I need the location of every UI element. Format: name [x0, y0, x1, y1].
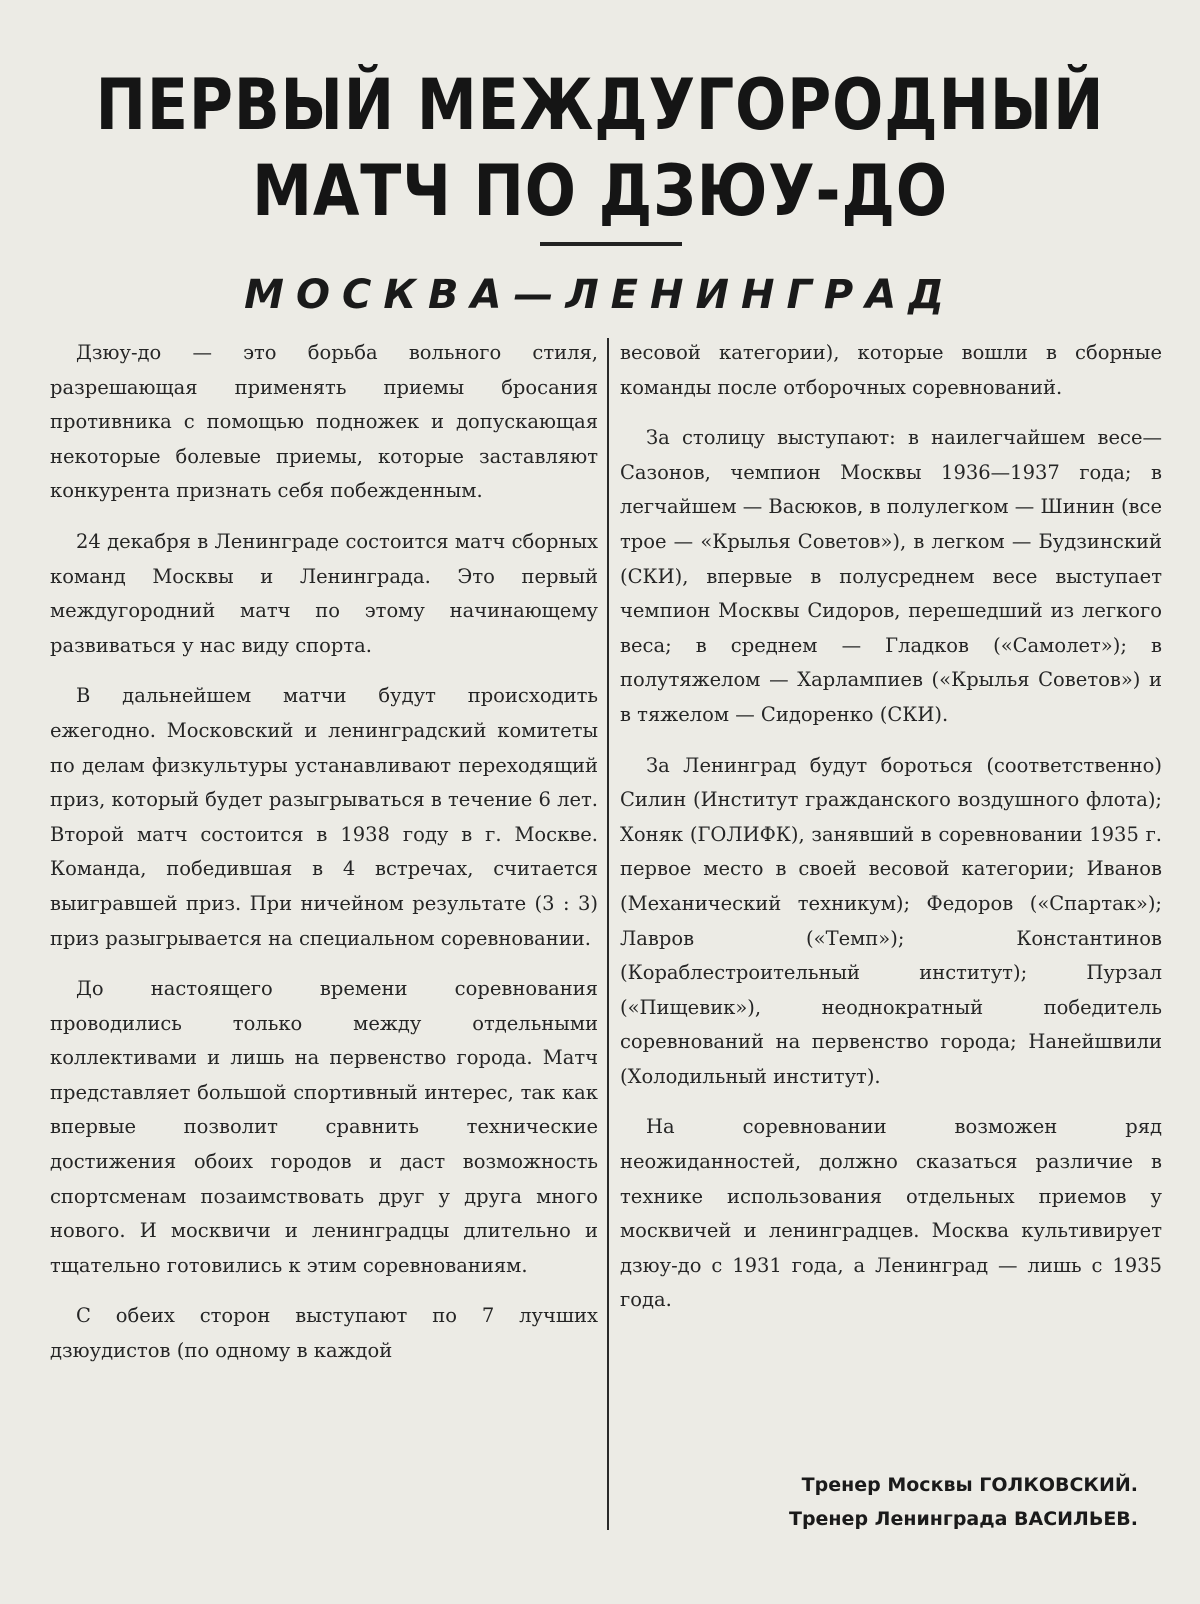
- left-column: [50, 336, 598, 1369]
- paragraph: весовой категории), которые вошли в сборные команды после отборочных соревнований.: [620, 341, 1162, 399]
- right-column: [620, 336, 1162, 1318]
- headline-line-1: ПЕРВЫЙ МЕЖДУГОРОДНЫЙ: [95, 64, 1105, 146]
- signature-moscow-coach: Тренер Москвы ГОЛКОВСКИЙ.: [801, 1474, 1138, 1496]
- paragraph: На соревновании возможен ряд неожиданностей, должно сказаться различие в технике использования отдельных приемов у москвичей и ленинградцев. Москва культивирует дзюу-до с 1931 года, а Ленинград — лишь с 1935 года.: [620, 1115, 1162, 1312]
- signature-leningrad-coach: Тренер Ленинграда ВАСИЛЬЕВ.: [788, 1508, 1138, 1530]
- paragraph: В дальнейшем матчи будут происходить ежегодно. Московский и ленинградский комитеты по делам физкультуры устанавливают переходящий приз, который будет разыгрываться в течение 6 лет. Второй матч состоится в 1938 году в г. Москве. Команда, победившая в 4 встречах, считается выигравшей приз. При ничейном результате (3 : 3) приз разыгрывается на специальном соревновании.: [50, 684, 599, 950]
- paragraph: С обеих сторон выступают по 7 лучших дзюудистов (по одному в каждой: [50, 1304, 598, 1363]
- column-divider: [607, 338, 609, 1530]
- headline: [84, 62, 1116, 234]
- paragraph: За столицу выступают: в наилегчайшем весе—Сазонов, чемпион Москвы 1936—1937 года; в легчайшем — Васюков, в полулегком — Шинин (все трое — «Крылья Советов»), в легком — Будзинский (СКИ), впервые в полусреднем весе выступает чемпион Москвы Сидоров, перешедший из легкого веса; в среднем — Гладков («Самолет»); в полутяжелом — Харлампиев («Крылья Советов») и в тяжелом — Сидоренко (СКИ).: [620, 426, 1162, 726]
- headline-line-2: МАТЧ ПО ДЗЮУ-ДО: [252, 150, 948, 232]
- signature-block: [789, 1468, 1138, 1536]
- paragraph: До настоящего времени соревнования проводились только между отдельными коллективами и лишь на первенство города. Матч представляет большой спортивный интерес, так как впервые позволит сравнить технические достижения обоих городов и даст возможность спортсменам позаимствовать друг у друга много нового. И москвичи и ленинградцы длительно и тщательно готовились к этим соревнованиям.: [50, 977, 598, 1277]
- headline-divider: [540, 242, 682, 246]
- paragraph: Дзюу-до — это борьба вольного стиля, разрешающая применять приемы бросания противника с помощью подножек и допускающая некоторые болевые приемы, которые заставляют конкурента признать себя побежденным.: [50, 341, 598, 503]
- paragraph: 24 декабря в Ленинграде состоится матч сборных команд Москвы и Ленинграда. Это первый междугородний матч по этому начинающему развиваться у нас виду спорта.: [50, 529, 598, 657]
- subheadline: МОСКВА—ЛЕНИНГРАД: [244, 272, 956, 318]
- paragraph: За Ленинград будут бороться (соответственно) Силин (Институт гражданского воздушного флота); Хоняк (ГОЛИФК), занявший в соревновании 1935 г. первое место в своей весовой категории; Иванов (Механический техникум); Федоров («Спартак»); Лавров («Темп»); Константинов (Кораблестроительный институт); Пурзал («Пищевик»), неоднократный победитель соревнований на первенство города; Нанейшвили (Холодильный институт).: [620, 753, 1162, 1088]
